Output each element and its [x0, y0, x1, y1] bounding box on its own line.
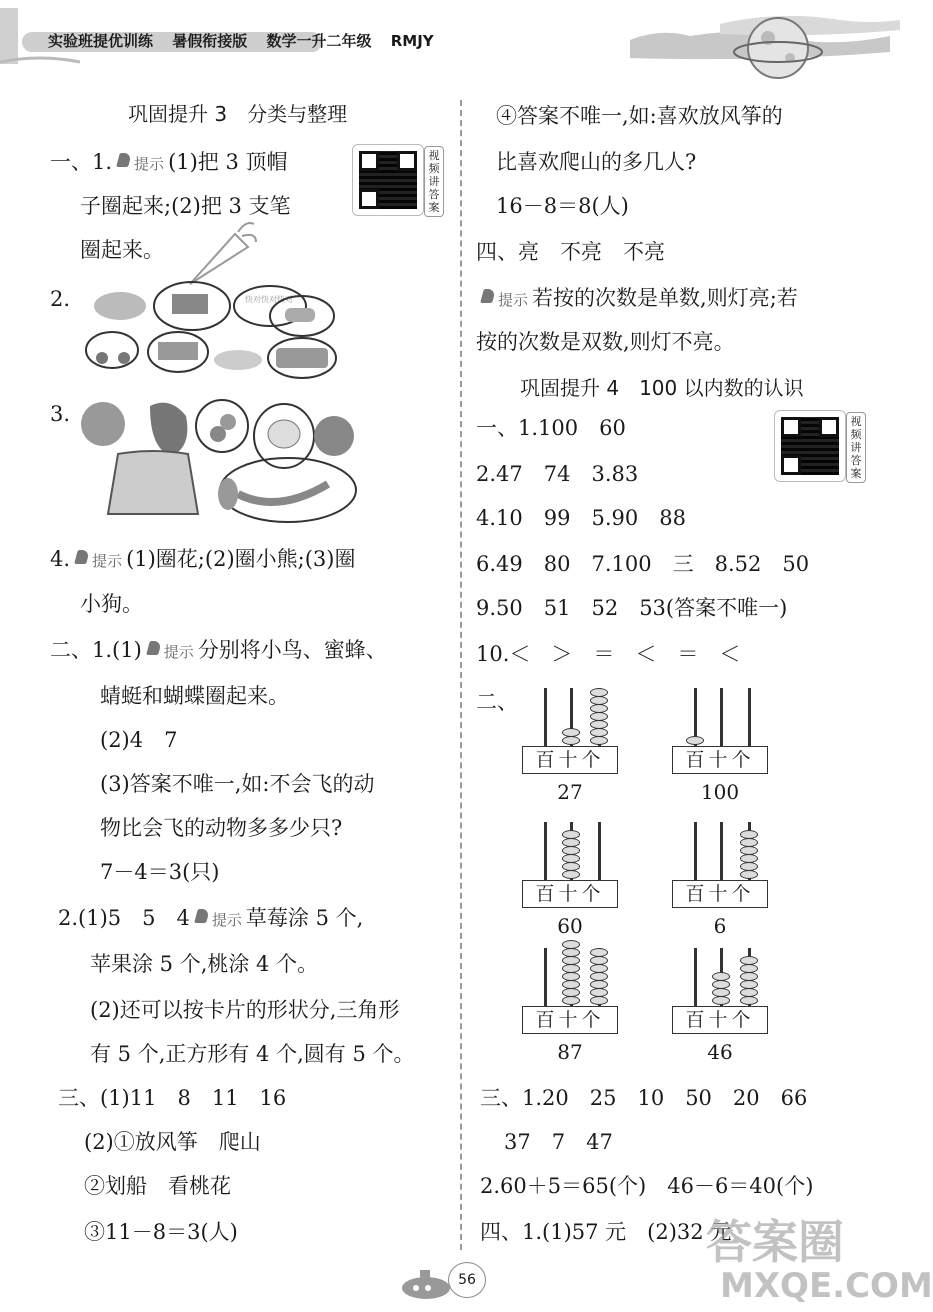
qr-caption: 视频讲答案 [424, 146, 444, 217]
answer-line [50, 636, 387, 666]
section-title-3: 巩固提升 3 分类与整理 [128, 102, 348, 126]
qr-caption: 视频讲答案 [846, 412, 866, 483]
answer-text: (1)把 3 顶帽 [168, 150, 288, 174]
answer-line: 四、1.(1)57 元 (2)32 元 [480, 1220, 732, 1244]
abacus-bead [740, 988, 758, 997]
abacus-bead [590, 720, 608, 729]
abacus-bead [740, 956, 758, 965]
abacus-bead [590, 704, 608, 713]
abacus-bead [590, 996, 608, 1005]
hint-label: 提示 [146, 638, 194, 666]
answer-line: 一、1.100 60 [476, 416, 626, 440]
abacus-bead [740, 972, 758, 981]
answer-line: 有 5 个,正方形有 4 个,圆有 5 个。 [90, 1042, 415, 1066]
abacus-place-label: 百十个 [672, 880, 768, 908]
answer-text: 若按的次数是单数,则灯亮;若 [532, 286, 798, 310]
abacus-value: 27 [557, 780, 583, 804]
hint-label: 提示 [74, 547, 122, 575]
abacus-bead [562, 830, 580, 839]
abacus-value: 46 [707, 1040, 733, 1064]
abacus [522, 822, 618, 912]
answer-line: 按的次数是双数,则灯不亮。 [476, 330, 735, 354]
abacus-value: 6 [713, 914, 727, 938]
answer-line: 子圈起来;(2)把 3 支笔 [80, 194, 291, 218]
abacus-bead [590, 988, 608, 997]
column-divider [460, 100, 462, 1250]
abacus-bead [562, 980, 580, 989]
answer-line: 四、亮 不亮 不亮 [476, 240, 665, 264]
answer-line: 2.60＋5＝65(个) 46－6＝40(个) [480, 1174, 814, 1198]
answer-line: 9.50 51 52 53(答案不唯一) [476, 596, 788, 620]
abacus-bead [712, 980, 730, 989]
picture-watermark: 快对快对快对 [245, 295, 293, 304]
abacus-bead [562, 988, 580, 997]
abacus-bead [590, 972, 608, 981]
classification-pictures-vehicles [80, 278, 340, 378]
abacus-bead [740, 846, 758, 855]
abacus-value: 100 [700, 780, 740, 804]
abacus-rod [694, 822, 697, 882]
hint-label: 提示 [194, 906, 242, 934]
subject-name: 数学一升二年级 [266, 32, 372, 50]
abacus-bead [740, 830, 758, 839]
abacus-bead [712, 972, 730, 981]
abacus [522, 948, 618, 1038]
classification-pictures-fruit-vegetables [78, 394, 368, 524]
abacus-bead [562, 940, 580, 949]
abacus [672, 948, 768, 1038]
answer-line: 7－4＝3(只) [100, 860, 220, 884]
abacus-bead [562, 736, 580, 745]
question-number: 二、1.(1) [50, 638, 142, 662]
answer-line: 10.＜ ＞ ＝ ＜ ＝ ＜ [476, 642, 741, 666]
answer-line: 三、1.20 25 10 50 20 66 [480, 1086, 808, 1110]
series-name: 实验班提优训练 [48, 32, 154, 50]
hint-label: 提示 [116, 150, 164, 178]
answer-line: 苹果涂 5 个,桃涂 4 个。 [90, 952, 319, 976]
abacus-rod [720, 822, 723, 882]
answer-line: 三、(1)11 8 11 16 [58, 1086, 287, 1110]
page-header [0, 0, 900, 92]
abacus-bead [562, 964, 580, 973]
edition-code: RMJY [390, 32, 434, 50]
watermark-url: MXQE.COM [720, 1266, 933, 1306]
abacus-bead [712, 996, 730, 1005]
answer-line: 37 7 47 [504, 1130, 613, 1154]
abacus-rod [598, 822, 601, 882]
answer-line: 4.10 99 5.90 88 [476, 506, 686, 530]
hint-label: 提示 [480, 286, 528, 314]
abacus-bead [562, 838, 580, 847]
answer-line: 比喜欢爬山的多几人? [496, 150, 697, 174]
abacus-bead [590, 964, 608, 973]
abacus-bead [562, 728, 580, 737]
answer-line: (2)4 7 [100, 728, 178, 752]
abacus-bead [740, 964, 758, 973]
abacus-value: 87 [557, 1040, 583, 1064]
answer-line: ③11－8＝3(人) [84, 1220, 238, 1244]
abacus-bead [590, 980, 608, 989]
abacus-bead [562, 846, 580, 855]
answer-text: 草莓涂 5 个, [245, 906, 364, 930]
answer-line: 6.49 80 7.100 三 8.52 50 [476, 552, 810, 576]
answer-line: (3)答案不唯一,如:不会飞的动 [100, 772, 375, 796]
abacus-bead [562, 862, 580, 871]
edition-name: 暑假衔接版 [172, 32, 248, 50]
answer-line: 16－8＝8(人) [496, 194, 629, 218]
abacus [672, 688, 768, 778]
abacus [672, 822, 768, 912]
abacus-bead [590, 956, 608, 965]
abacus-bead [590, 728, 608, 737]
abacus-bead [562, 854, 580, 863]
abacus-rod [748, 688, 751, 748]
answer-line [50, 148, 288, 178]
abacus-bead [562, 956, 580, 965]
abacus [522, 688, 618, 778]
answer-line: (2)还可以按卡片的形状分,三角形 [90, 998, 400, 1022]
abacus-bead [590, 736, 608, 745]
abacus-bead [712, 988, 730, 997]
question-number: 2.(1)5 5 4 [58, 906, 190, 930]
abacus-rod [544, 948, 547, 1008]
answer-line: (2)①放风筝 爬山 [84, 1130, 261, 1154]
qr-code[interactable] [352, 144, 424, 216]
answer-line: ②划船 看桃花 [84, 1174, 231, 1198]
abacus-bead [562, 972, 580, 981]
abacus-bead [590, 712, 608, 721]
abacus-bead [562, 996, 580, 1005]
abacus-bead [562, 870, 580, 879]
abacus-place-label: 百十个 [522, 1006, 618, 1034]
abacus-bead [562, 948, 580, 957]
watermark-logo: 答案圈 [706, 1215, 844, 1269]
abacus-rod [544, 822, 547, 882]
answer-line [50, 545, 355, 575]
answer-line: 小狗。 [80, 592, 143, 616]
abacus-bead [740, 838, 758, 847]
abacus-bead [590, 688, 608, 697]
abacus-bead [740, 862, 758, 871]
abacus-bead [740, 980, 758, 989]
answer-line: 蜻蜓和蝴蝶圈起来。 [100, 684, 289, 708]
question-number: 2. [50, 287, 71, 311]
answer-line: 圈起来。 [80, 238, 164, 262]
answer-line [58, 904, 363, 934]
abacus-rod [544, 688, 547, 748]
question-number: 一、1. [50, 150, 113, 174]
question-number: 3. [50, 402, 71, 426]
abacus-bead [740, 870, 758, 879]
abacus-value: 60 [557, 914, 583, 938]
answer-line: 2.47 74 3.83 [476, 462, 639, 486]
abacus-place-label: 百十个 [522, 880, 618, 908]
question-number: 4. [50, 547, 71, 571]
header-title [48, 30, 448, 51]
abacus-bead [686, 736, 704, 745]
abacus-place-label: 百十个 [522, 746, 618, 774]
answer-text: 分别将小鸟、蜜蜂、 [197, 638, 387, 662]
abacus-bead [740, 854, 758, 863]
abacus-bead [590, 696, 608, 705]
answer-line: 物比会飞的动物多多少只? [100, 816, 343, 840]
abacus-rod [694, 948, 697, 1008]
abacus-rod [720, 688, 723, 748]
qr-code[interactable] [774, 410, 846, 482]
question-number: 二、 [476, 690, 518, 714]
abacus-bead [590, 948, 608, 957]
answer-line [476, 284, 798, 314]
section-title-4: 巩固提升 4 100 以内数的认识 [520, 376, 804, 400]
answer-line: ④答案不唯一,如:喜欢放风筝的 [496, 104, 783, 128]
page-number: 56 [448, 1262, 486, 1298]
abacus-place-label: 百十个 [672, 746, 768, 774]
submarine-icon [396, 1262, 456, 1302]
abacus-place-label: 百十个 [672, 1006, 768, 1034]
abacus-bead [740, 996, 758, 1005]
answer-text: (1)圈花;(2)圈小熊;(3)圈 [126, 547, 356, 571]
